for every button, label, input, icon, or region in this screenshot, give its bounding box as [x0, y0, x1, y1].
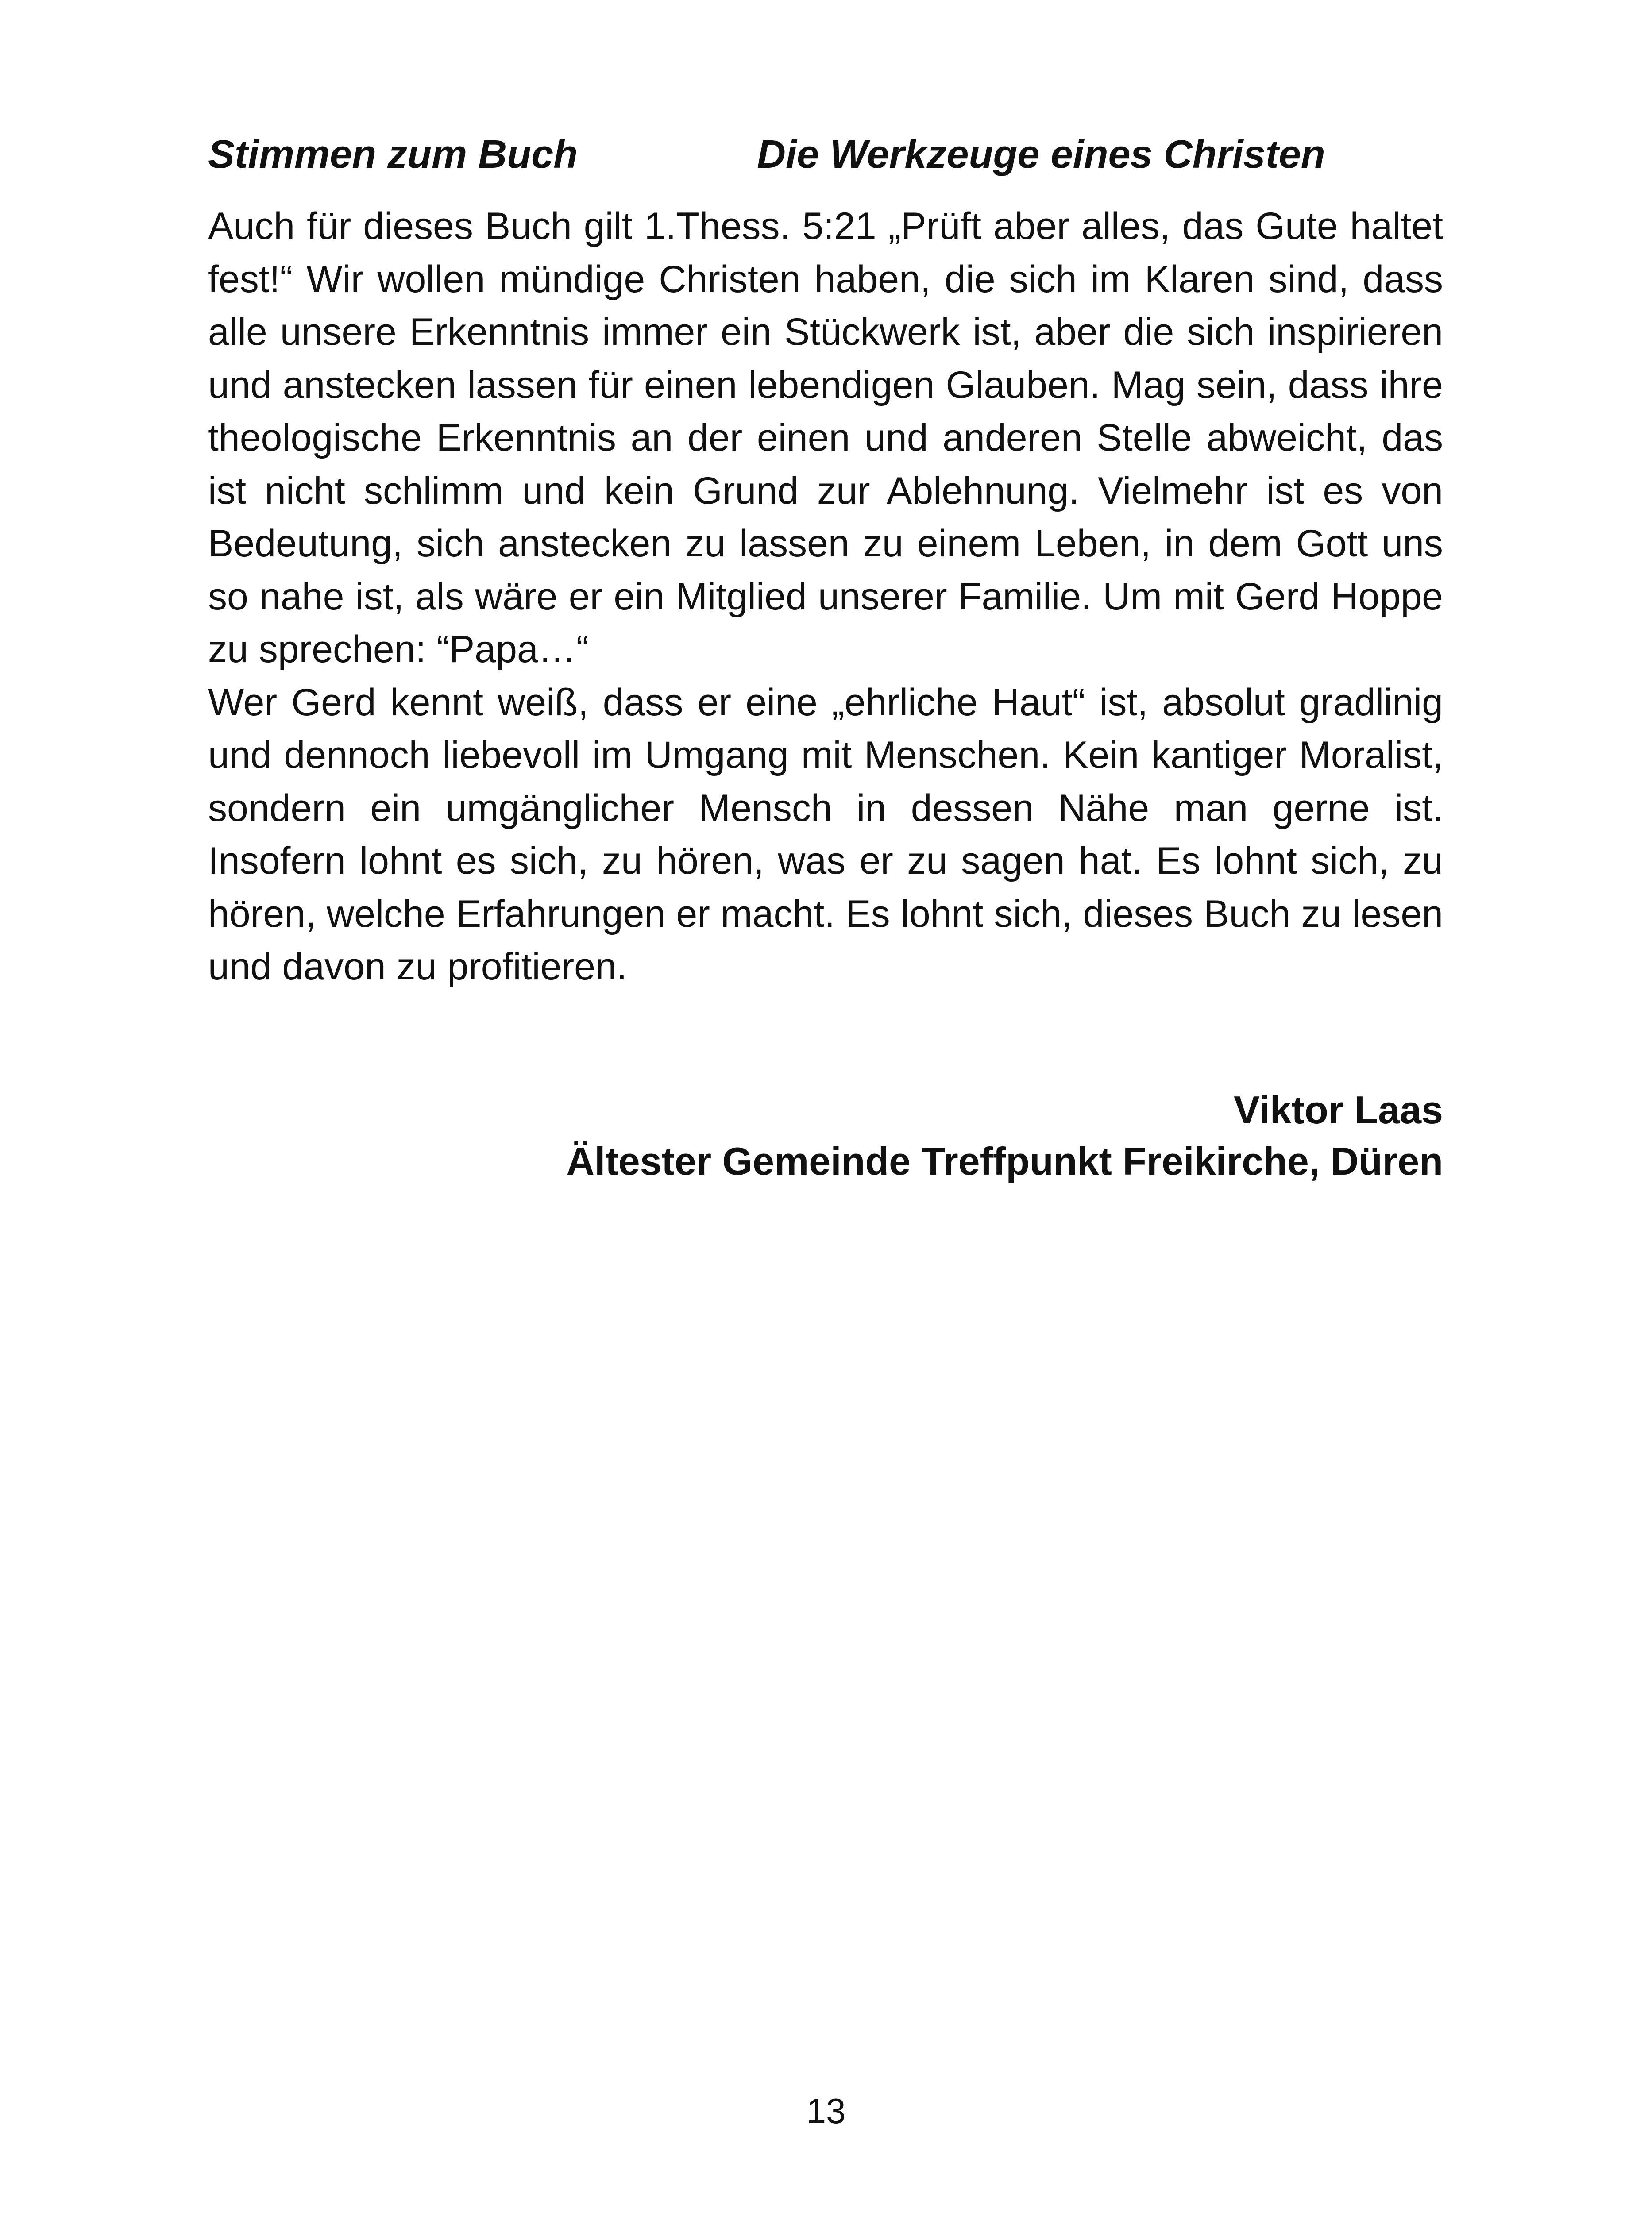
author-name: Viktor Laas: [1234, 1088, 1443, 1132]
body-text: [208, 200, 1443, 994]
running-header: [208, 126, 1443, 183]
paragraph: Wer Gerd kennt weiß, dass er eine „ehrliche Haut“ ist, absolut gradlinig und dennoch liebevoll im Umgang mit Menschen. Kein kantiger Moralist, sondern ein umgänglicher Mensch in dessen Nähe man gerne ist. Insofern lohnt es sich, zu hören, was er zu sagen hat. Es lohnt sich, zu hören, welche Erfahrungen er macht. Es lohnt sich, dieses Buch zu lesen und davon zu profitieren.: [208, 681, 1443, 988]
book-title: Die Werkzeuge eines Christen: [757, 132, 1325, 177]
page-number: 13: [806, 2091, 846, 2131]
section-title: Stimmen zum Buch: [208, 132, 578, 177]
paragraph: Auch für dieses Buch gilt 1.Thess. 5:21 „Prüft aber alles, das Gute haltet fest!“ Wir wollen mündige Christen haben, die sich im Klaren sind, dass alle unsere Erkenntnis immer ein Stückwerk ist, aber die sich inspirieren und anstecken lassen für einen lebendigen Glauben. Mag sein, dass ihre theologische Erkenntnis an der einen und anderen Stelle abweicht, das ist nicht schlimm und kein Grund zur Ablehnung. Vielmehr ist es von Bedeutung, sich anstecken zu lassen zu einem Leben, in dem Gott uns so nahe ist, als wäre er ein Mitglied unserer Familie. Um mit Gerd Hoppe zu sprechen: “Papa…“: [208, 205, 1443, 671]
signature-block: [208, 1084, 1443, 1187]
author-role: Ältester Gemeinde Treffpunkt Freikirche, Düren: [566, 1139, 1443, 1183]
